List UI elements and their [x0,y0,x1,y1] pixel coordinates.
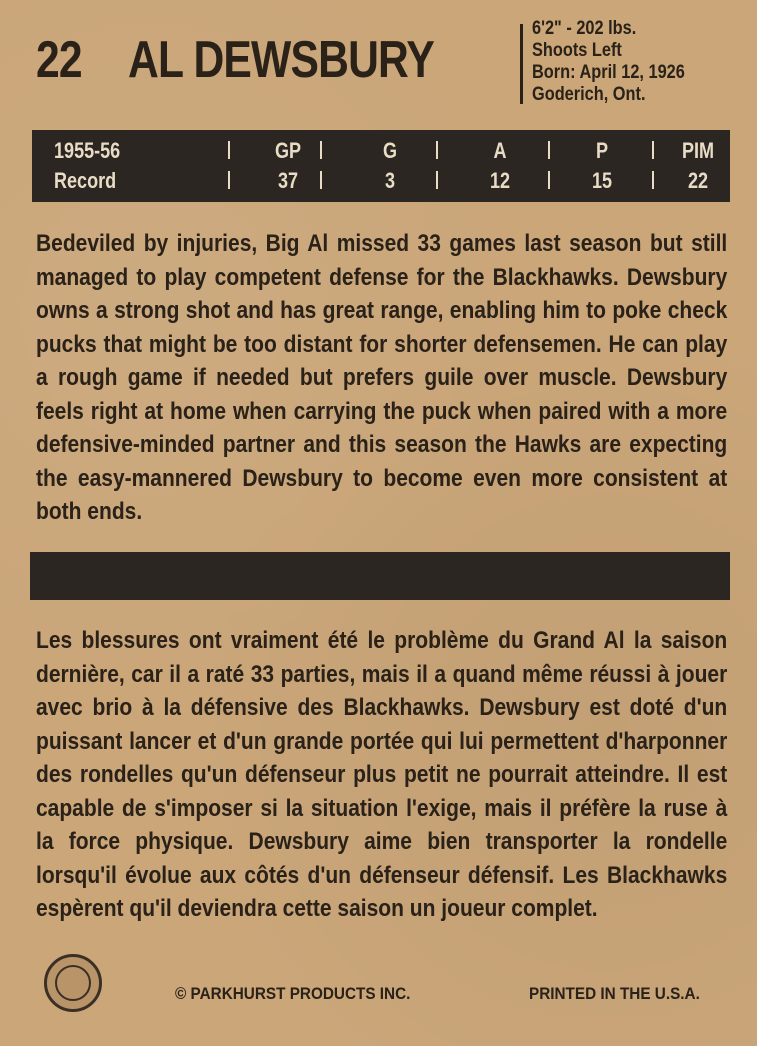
stat-value: 15 [591,168,613,193]
season-label: 1955-56 [54,138,121,163]
column-separator [320,141,322,159]
section-divider-bar [30,552,730,600]
stats-value-row [32,168,730,196]
header-divider [520,24,523,104]
stat-header: PIM [681,138,715,163]
height-weight: 6'2" - 202 lbs. [532,18,637,39]
column-separator [436,171,438,189]
column-separator [548,141,550,159]
stat-value: 22 [687,168,709,193]
card-header [36,18,726,118]
stat-header: P [595,138,609,163]
copyright-text: © PARKHURST PRODUCTS INC. [175,984,411,1003]
column-separator [548,171,550,189]
column-separator [652,171,654,189]
player-name: AL DEWSBURY [128,31,435,89]
stat-header: A [493,138,507,163]
card-footer [0,950,757,1020]
logo-inner-ring [55,965,91,1001]
stat-header: G [382,138,398,163]
stats-table [32,130,730,202]
stat-header: GP [274,138,302,163]
stat-value: 3 [384,168,396,193]
nhl-shield-logo-icon [44,954,102,1012]
record-label: Record [54,168,117,193]
column-separator [436,141,438,159]
stat-value: 37 [277,168,299,193]
player-number: 22 [36,31,82,89]
printed-in-text: PRINTED IN THE U.S.A. [529,984,700,1003]
hometown: Goderich, Ont. [532,84,646,105]
column-separator [228,141,230,159]
shoots: Shoots Left [532,40,622,61]
stat-value: 12 [489,168,511,193]
column-separator [652,141,654,159]
birth-date: Born: April 12, 1926 [532,62,685,83]
player-bio [532,18,704,106]
description-english: Bedeviled by injuries, Big Al missed 33 games last season but still managed to play competent defense for the Blackhawks. Dewsbury owns a strong shot and has great range, enabling him to poke check pucks that might be too distant for shorter defensemen. He can play a rough game if needed but prefers guile over muscle. Dewsbury feels right at home when carrying the puck when paired with a more defensive-minded partner and this season the Hawks are expecting the easy-mannered Dewsbury to become even more consistent at both ends. [36,230,728,525]
column-separator [228,171,230,189]
column-separator [320,171,322,189]
description-french: Les blessures ont vraiment été le problème du Grand Al la saison dernière, car il a raté 33 parties, mais il a quand même réussi à jouer avec brio à la défensive des Blackhawks. Dewsbury est doté d'un puissant lancer et d'un grande portée qui lui permettent d'harponner des rondelles qu'un défenseur plus petit ne pourrait atteindre. Il est capable de s'imposer si la situation l'exige, mais il préfère la ruse à la force physique. Dewsbury aime bien transporter la rondelle lorsqu'il évolue aux côtés d'un défenseur défensif. Les Blackhawks espèrent qu'il deviendra cette saison un joueur complet. [36,627,728,922]
stats-header-row [32,138,730,166]
